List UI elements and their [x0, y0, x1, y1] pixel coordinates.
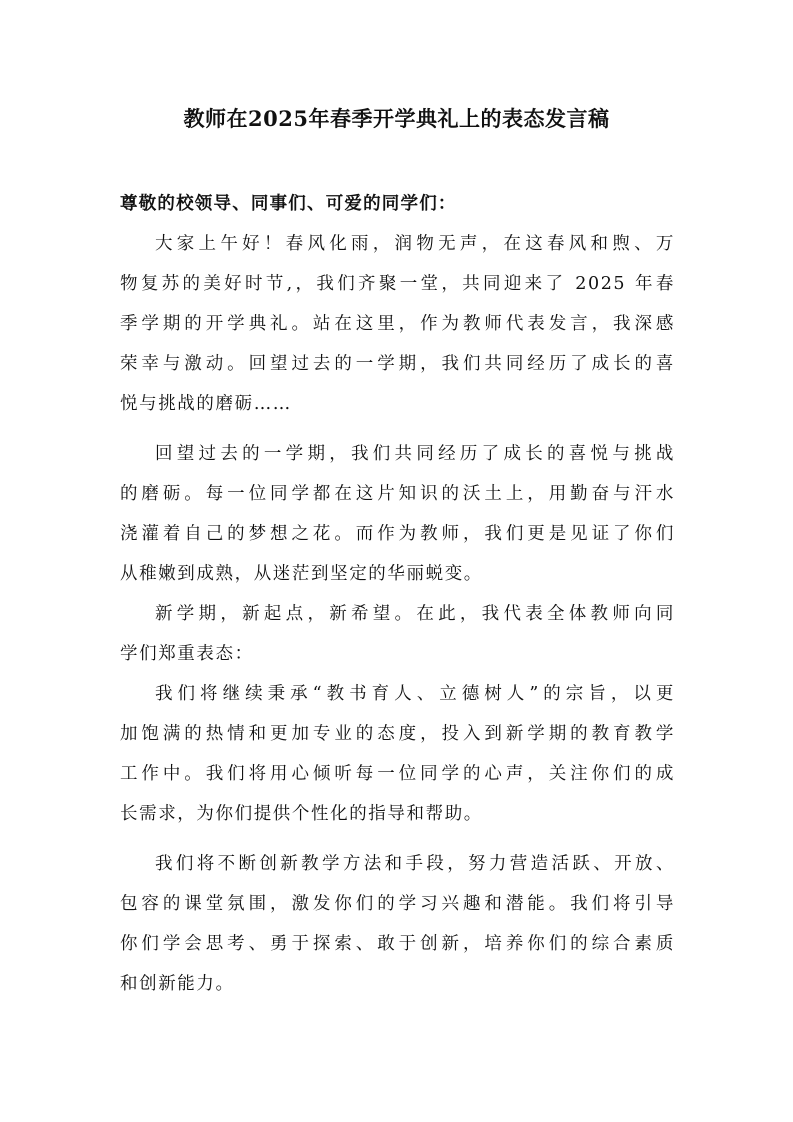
- paragraph-5-line-1: 我们将不断创新教学方法和手段，努力营造活跃、开放、: [155, 854, 675, 874]
- paragraph-2-line-3: 浇灌着自己的梦想之花。而作为教师，我们更是见证了你们: [120, 524, 675, 544]
- paragraph-5-line-2: 包容的课堂氛围，激发你们的学习兴趣和潜能。我们将引导: [120, 894, 675, 914]
- paragraph-3-line-1: 新学期，新起点，新希望。在此，我代表全体教师向同: [155, 604, 675, 624]
- document-title: 教师在2025年春季开学典礼上的表态发言稿: [183, 106, 610, 131]
- paragraph-3-line-2: 学们郑重表态：: [120, 644, 254, 664]
- paragraph-1-line-1: 大家上午好！春风化雨，润物无声，在这春风和煦、万: [155, 234, 675, 254]
- paragraph-4-line-1: 我们将继续秉承“教书育人、立德树人”的宗旨，以更: [155, 684, 675, 704]
- paragraph-4-line-2: 加饱满的热情和更加专业的态度，投入到新学期的教育教学: [120, 724, 675, 744]
- paragraph-4-line-4: 长需求，为你们提供个性化的指导和帮助。: [120, 804, 483, 824]
- paragraph-2-line-2: 的磨砺。每一位同学都在这片知识的沃土上，用勤奋与汗水: [120, 484, 675, 504]
- paragraph-1-line-4: 荣幸与激动。回望过去的一学期，我们共同经历了成长的喜: [120, 354, 675, 374]
- paragraph-1-line-2: 物复苏的美好时节,，我们齐聚一堂，共同迎来了 2025 年春: [120, 274, 675, 294]
- paragraph-4-line-3: 工作中。我们将用心倾听每一位同学的心声，关注你们的成: [120, 764, 675, 784]
- paragraph-2-line-4: 从稚嫩到成熟，从迷茫到坚定的华丽蜕变。: [120, 564, 483, 584]
- paragraph-5-line-4: 和创新能力。: [120, 974, 235, 994]
- paragraph-2-line-1: 回望过去的一学期，我们共同经历了成长的喜悦与挑战: [155, 444, 675, 464]
- paragraph-1-line-3: 季学期的开学典礼。站在这里，作为教师代表发言，我深感: [120, 314, 675, 334]
- salutation: 尊敬的校领导、同事们、可爱的同学们：: [120, 194, 457, 214]
- paragraph-5-line-3: 你们学会思考、勇于探索、敢于创新，培养你们的综合素质: [120, 934, 675, 954]
- paragraph-1-line-5: 悦与挑战的磨砺……: [120, 394, 292, 414]
